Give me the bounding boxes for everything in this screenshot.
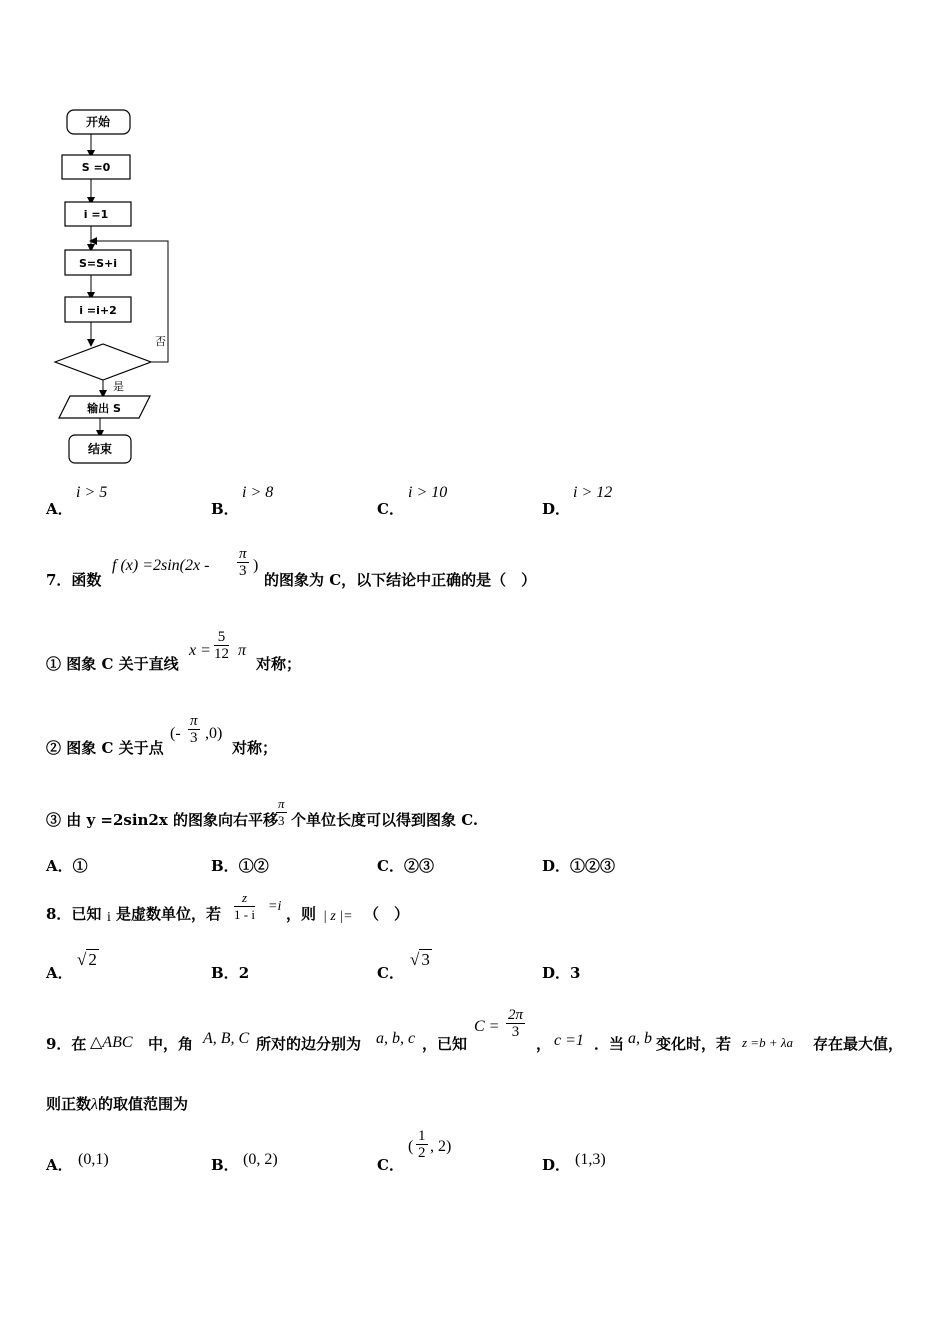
q6-option-d: i > 12 [573, 484, 613, 501]
q6-option-c: i > 10 [408, 484, 448, 501]
q9-angle-fraction: $\frac{2\pi}{3}$ [508, 1007, 524, 1040]
q6-option-a: i > 5 [76, 484, 108, 501]
q8-modulus: | z |= [323, 909, 353, 924]
q7-shift-fraction: $\frac{\pi}{3}$ [278, 796, 285, 828]
no-label: 否 [155, 335, 166, 348]
q7-option-b: B．①② [211, 857, 269, 875]
q7-pi-over-3: $\frac{\pi}{3}$ [239, 546, 247, 579]
q6-option-d-label: D． [542, 500, 571, 518]
q8-imaginary-unit: i [107, 910, 111, 925]
init-i-label: i =1 [83, 208, 109, 221]
q8-stem: 8．已知 i 是虚数单位，若 $\frac{z}{1 - i}$ =i ，则 | z |= （ ） [46, 890, 410, 925]
q9-option-a: (0,1) [78, 1151, 109, 1168]
q9-options: A． (0,1) B． (0, 2) C． ( $\frac{1}{2}$ , 2) D． (1,3) [46, 1128, 606, 1174]
start-label: 开始 [85, 115, 111, 129]
q9-option-b: (0, 2) [243, 1151, 278, 1168]
q8-option-d: D．3 [542, 964, 581, 982]
q7-close: ) [253, 557, 259, 574]
q7-statement-2: ② 图象 C 关于点 (- $\frac{\pi}{3}$ ,0) 对称； [46, 713, 278, 757]
q9-stem: 9．在 △ABC 中，角 A, B, C 所对的边分别为 a, b, c ，已知 C = $\frac{2\pi}{3}$ ， c =1 ．当 a, b 变化时，若 z =b + λa 存在最大值， [46, 1007, 904, 1053]
q7-options [46, 855, 926, 877]
q7-five-twelfths: $\frac{5}{12}$ [214, 629, 229, 662]
q6-option-a-label: A． [46, 500, 73, 518]
q7-tail: 的图象为 C，以下结论中正确的是（ ） [264, 571, 537, 589]
q7-option-d: D．①②③ [542, 857, 616, 875]
q7-number: 7．函数 [46, 571, 102, 589]
increment-label: i =i+2 [79, 304, 117, 317]
q8-fraction: $\frac{z}{1 - i}$ [234, 890, 255, 922]
condition-diamond [55, 344, 151, 380]
q9-option-d: (1,3) [575, 1151, 606, 1168]
q7-function: f (x) =2sin(2x - [112, 557, 210, 574]
q7-statement-1: ① 图象 C 关于直线 x = $\frac{5}{12}$ π 对称； [46, 629, 302, 673]
q8-option-b: B．2 [211, 964, 250, 982]
q7-statement-3: ③ 由 y =2sin2x 的图象向右平移 $\frac{\pi}{3}$ 个单位长度可以得到图象 C. [46, 796, 479, 829]
q6-option-b-label: B． [211, 500, 239, 518]
init-s-label: S =0 [81, 161, 111, 174]
q9-line2: 则正数λ的取值范围为 [46, 1095, 188, 1113]
q9-lambda: λ [91, 1096, 98, 1113]
q8-options: A． √ 2 B．2 C． √ 3 D．3 [46, 950, 581, 982]
q7-neg-pi-over-3: $\frac{\pi}{3}$ [190, 713, 198, 746]
q8-option-c: √ 3 [410, 950, 430, 969]
q9-option-c-fraction: $\frac{1}{2}$ [418, 1128, 426, 1161]
q7-option-a: A．① [46, 857, 88, 875]
q7-option-c: C．②③ [377, 857, 434, 875]
sum-label: S=S+i [78, 257, 118, 270]
q7-stem [46, 546, 926, 590]
q6-option-b: i > 8 [242, 484, 274, 501]
q6-options [46, 484, 926, 518]
end-label: 结束 [87, 442, 113, 456]
q8-option-a: √ 2 [77, 950, 97, 969]
output-label: 输出 S [87, 402, 121, 415]
yes-label: 是 [113, 380, 124, 393]
q6-option-c-label: C． [377, 500, 404, 518]
flowchart [40, 100, 200, 470]
